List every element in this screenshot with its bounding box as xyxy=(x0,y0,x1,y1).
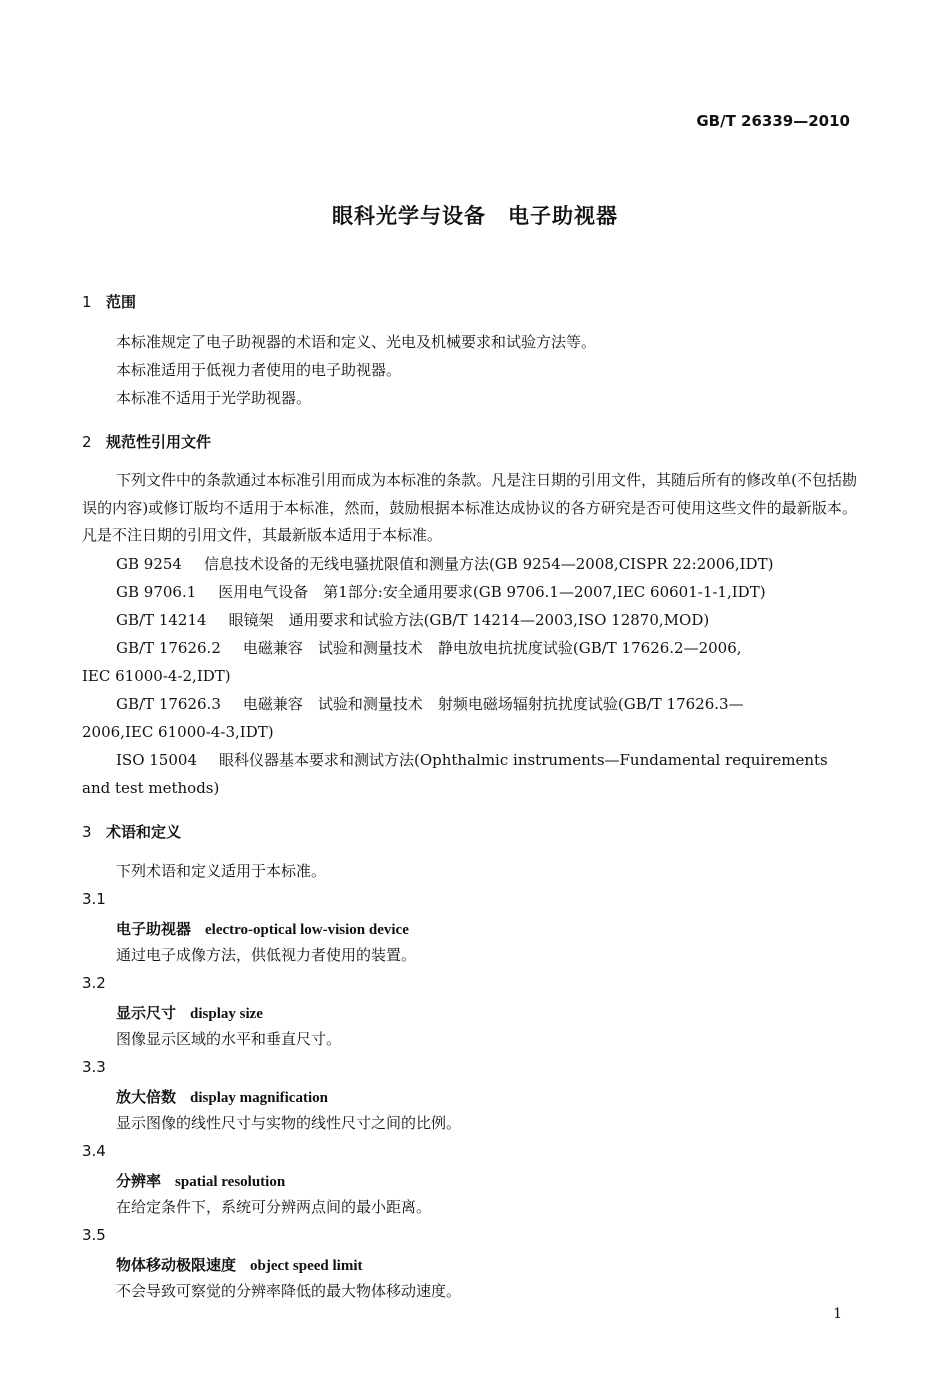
reference-text: 眼镜架 通用要求和试验方法(GB/T 14214—2003,ISO 12870,MOD) xyxy=(228,611,710,629)
scope-paragraph: 本标准不适用于光学助视器。 xyxy=(116,389,312,407)
reference-text: 医用电气设备 第1部分:安全通用要求(GB 9706.1—2007,IEC 60601-1-1,IDT) xyxy=(218,583,766,601)
term-number: 3.4 xyxy=(82,1142,106,1160)
standard-number: GB/T 26339—2010 xyxy=(696,112,850,130)
term-definition: 不会导致可察觉的分辨率降低的最大物体移动速度。 xyxy=(116,1282,462,1300)
section-title: 规范性引用文件 xyxy=(106,433,212,451)
reference-code: GB/T 17626.2 xyxy=(116,639,221,657)
term-number: 3.5 xyxy=(82,1226,106,1244)
term-definition: 显示图像的线性尺寸与实物的线性尺寸之间的比例。 xyxy=(116,1114,462,1132)
term-definition: 通过电子成像方法，供低视力者使用的装置。 xyxy=(116,946,417,964)
section-number: 3 xyxy=(82,823,92,841)
reference-continuation: 2006,IEC 61000-4-3,IDT) xyxy=(82,723,274,741)
scope-paragraph: 本标准规定了电子助视器的术语和定义、光电及机械要求和试验方法等。 xyxy=(116,333,597,351)
terms-intro: 下列术语和定义适用于本标准。 xyxy=(116,862,327,880)
reference-code: GB 9706.1 xyxy=(116,583,197,601)
term-zh: 电子助视器 xyxy=(116,920,192,938)
term-en: display size xyxy=(190,1006,263,1022)
reference-item xyxy=(116,611,709,629)
reference-item xyxy=(116,639,742,657)
section-number: 1 xyxy=(82,293,92,311)
reference-text: 电磁兼容 试验和测量技术 射频电磁场辐射抗扰度试验(GB/T 17626.3— xyxy=(242,695,744,713)
reference-item xyxy=(116,751,828,769)
term-zh: 物体移动极限速度 xyxy=(116,1256,237,1274)
reference-code: GB/T 14214 xyxy=(116,611,207,629)
reference-code: GB/T 17626.3 xyxy=(116,695,221,713)
term-entry xyxy=(116,918,409,939)
term-en: electro-optical low-vision device xyxy=(205,922,409,938)
reference-item xyxy=(116,583,766,601)
section-number: 2 xyxy=(82,433,92,451)
term-zh: 放大倍数 xyxy=(116,1088,177,1106)
section-heading-scope xyxy=(82,291,136,312)
term-en: object speed limit xyxy=(250,1258,363,1274)
term-zh: 分辨率 xyxy=(116,1172,162,1190)
scope-paragraph: 本标准适用于低视力者使用的电子助视器。 xyxy=(116,361,402,379)
term-number: 3.1 xyxy=(82,890,106,908)
reference-continuation: and test methods) xyxy=(82,779,220,797)
references-intro: 下列文件中的条款通过本标准引用而成为本标准的条款。凡是注日期的引用文件，其随后所有的修改单(不包括勘误的内容)或修订版均不适用于本标准，然而，鼓励根据本标准达成协议的各方研究是否可使用这些文件的最新版本。凡是不注日期的引用文件，其最新版本适用于本标准。 xyxy=(82,471,857,544)
term-definition: 图像显示区域的水平和垂直尺寸。 xyxy=(116,1030,342,1048)
document-title: 眼科光学与设备 电子助视器 xyxy=(332,204,618,228)
reference-continuation: IEC 61000-4-2,IDT) xyxy=(82,667,231,685)
term-en: display magnification xyxy=(190,1090,328,1106)
section-heading-terms xyxy=(82,821,181,842)
reference-text: 电磁兼容 试验和测量技术 静电放电抗扰度试验(GB/T 17626.2—2006, xyxy=(242,639,742,657)
reference-code: ISO 15004 xyxy=(116,751,197,769)
section-heading-normative-references xyxy=(82,431,211,452)
term-definition: 在给定条件下，系统可分辨两点间的最小距离。 xyxy=(116,1198,432,1216)
term-number: 3.3 xyxy=(82,1058,106,1076)
term-zh: 显示尺寸 xyxy=(116,1004,177,1022)
section-title: 范围 xyxy=(106,293,137,311)
term-number: 3.2 xyxy=(82,974,106,992)
page-number: 1 xyxy=(833,1306,842,1322)
term-entry xyxy=(116,1086,328,1107)
reference-item xyxy=(116,555,773,573)
term-en: spatial resolution xyxy=(175,1174,286,1190)
term-entry xyxy=(116,1002,263,1023)
section-title: 术语和定义 xyxy=(106,823,182,841)
reference-code: GB 9254 xyxy=(116,555,182,573)
reference-text: 信息技术设备的无线电骚扰限值和测量方法(GB 9254—2008,CISPR 22:2006,IDT) xyxy=(203,555,774,573)
reference-text: 眼科仪器基本要求和测试方法(Ophthalmic instruments—Fundamental requirements xyxy=(218,751,828,769)
reference-item xyxy=(116,695,744,713)
term-entry xyxy=(116,1170,285,1191)
term-entry xyxy=(116,1254,363,1275)
